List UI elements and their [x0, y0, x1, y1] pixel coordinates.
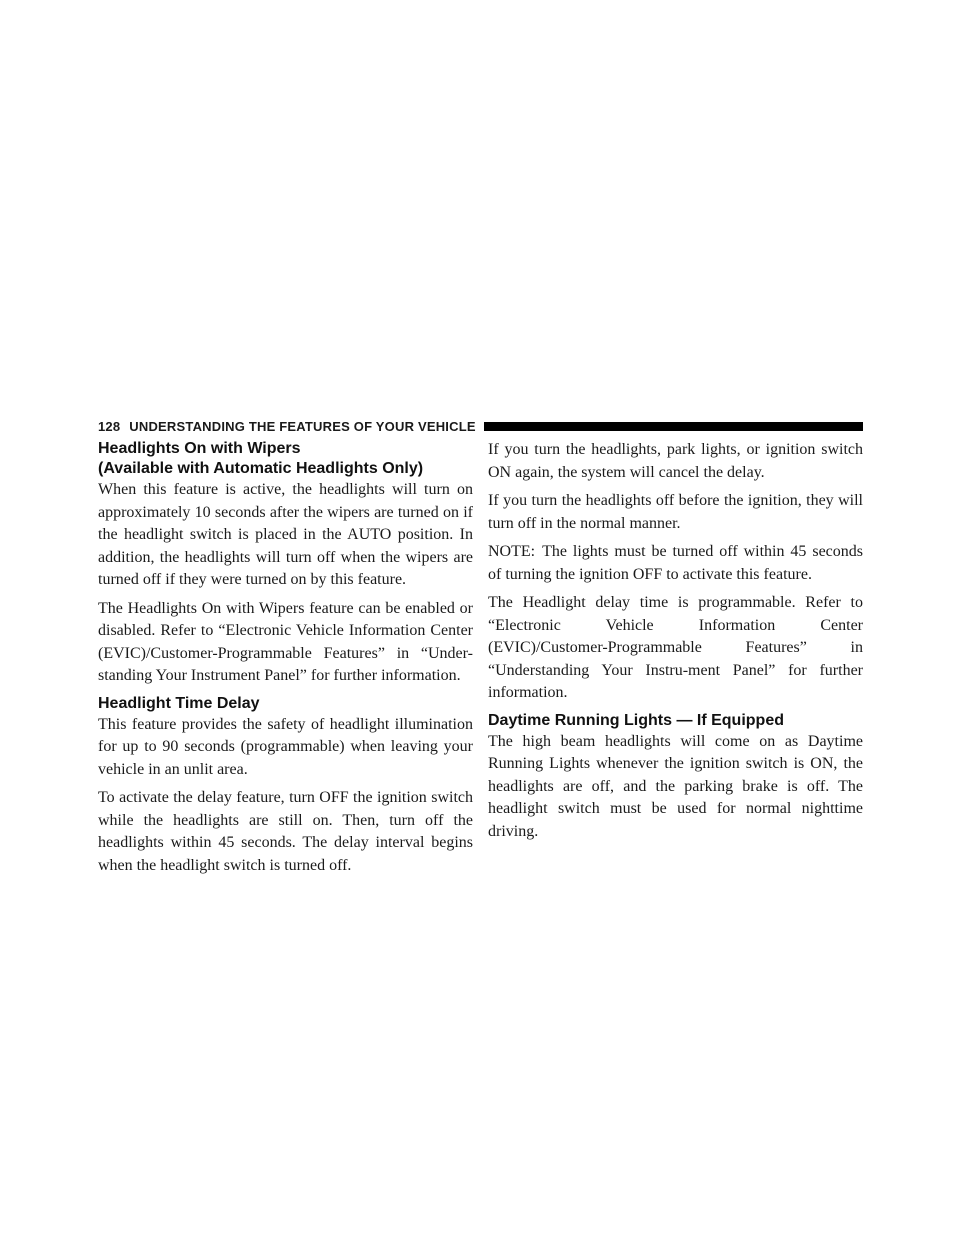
paragraph: The Headlight delay time is programmable. Refer to “Electronic Vehicle Information Center (EVIC)/Customer-Programmable Features” in “Understanding Your Instru-ment Panel” for further information.	[488, 594, 863, 701]
paragraph: The high beam headlights will come on as Daytime Running Lights whenever the ignition switch is ON, the headlights are off, and the parking brake is off. The headlight switch must be used for normal nighttime driving.	[488, 732, 863, 840]
note-label: NOTE:	[488, 543, 536, 560]
heading-line-1: Headlights On with Wipers	[98, 440, 301, 457]
paragraph: The Headlights On with Wipers feature can be enabled or disabled. Refer to “Electronic Vehicle Information Center (EVIC)/Customer-Programmable Features” in “Under-standing Your Instrument Panel” for further information.	[98, 599, 473, 684]
section-title: UNDERSTANDING THE FEATURES OF YOUR VEHICLE	[129, 418, 476, 434]
paragraph: This feature provides the safety of headlight illumination for up to 90 seconds (programmable) when leaving your vehicle in an unlit area.	[98, 715, 473, 778]
header-rule	[484, 422, 863, 431]
heading-headlights-on-with-wipers	[98, 439, 473, 479]
page-number: 128	[98, 418, 121, 434]
left-column	[98, 439, 473, 883]
heading-line-2: (Available with Automatic Headlights Only)	[98, 460, 424, 477]
note-paragraph	[488, 541, 863, 586]
paragraph: If you turn the headlights off before the ignition, they will turn off in the normal manner.	[488, 492, 863, 532]
heading-daytime-running-lights: Daytime Running Lights — If Equipped	[488, 711, 784, 729]
right-column	[488, 439, 863, 849]
page-header	[98, 418, 863, 434]
paragraph: If you turn the headlights, park lights, or ignition switch ON again, the system will cancel the delay.	[488, 441, 863, 481]
paragraph: To activate the delay feature, turn OFF the ignition switch while the headlights are still on. Then, turn off the headlights within 45 seconds. The delay interval begins when the headlight switch is turned off.	[98, 789, 473, 874]
paragraph: When this feature is active, the headlights will turn on approximately 10 seconds after the wipers are turned on if the headlight switch is placed in the AUTO position. In addition, the headlights will turn off when the wipers are turned off if they were turned on by this feature.	[98, 481, 473, 588]
heading-headlight-time-delay: Headlight Time Delay	[98, 694, 260, 712]
note-text: The lights must be turned off within 45 seconds of turning the ignition OFF to activate this feature.	[488, 543, 863, 583]
